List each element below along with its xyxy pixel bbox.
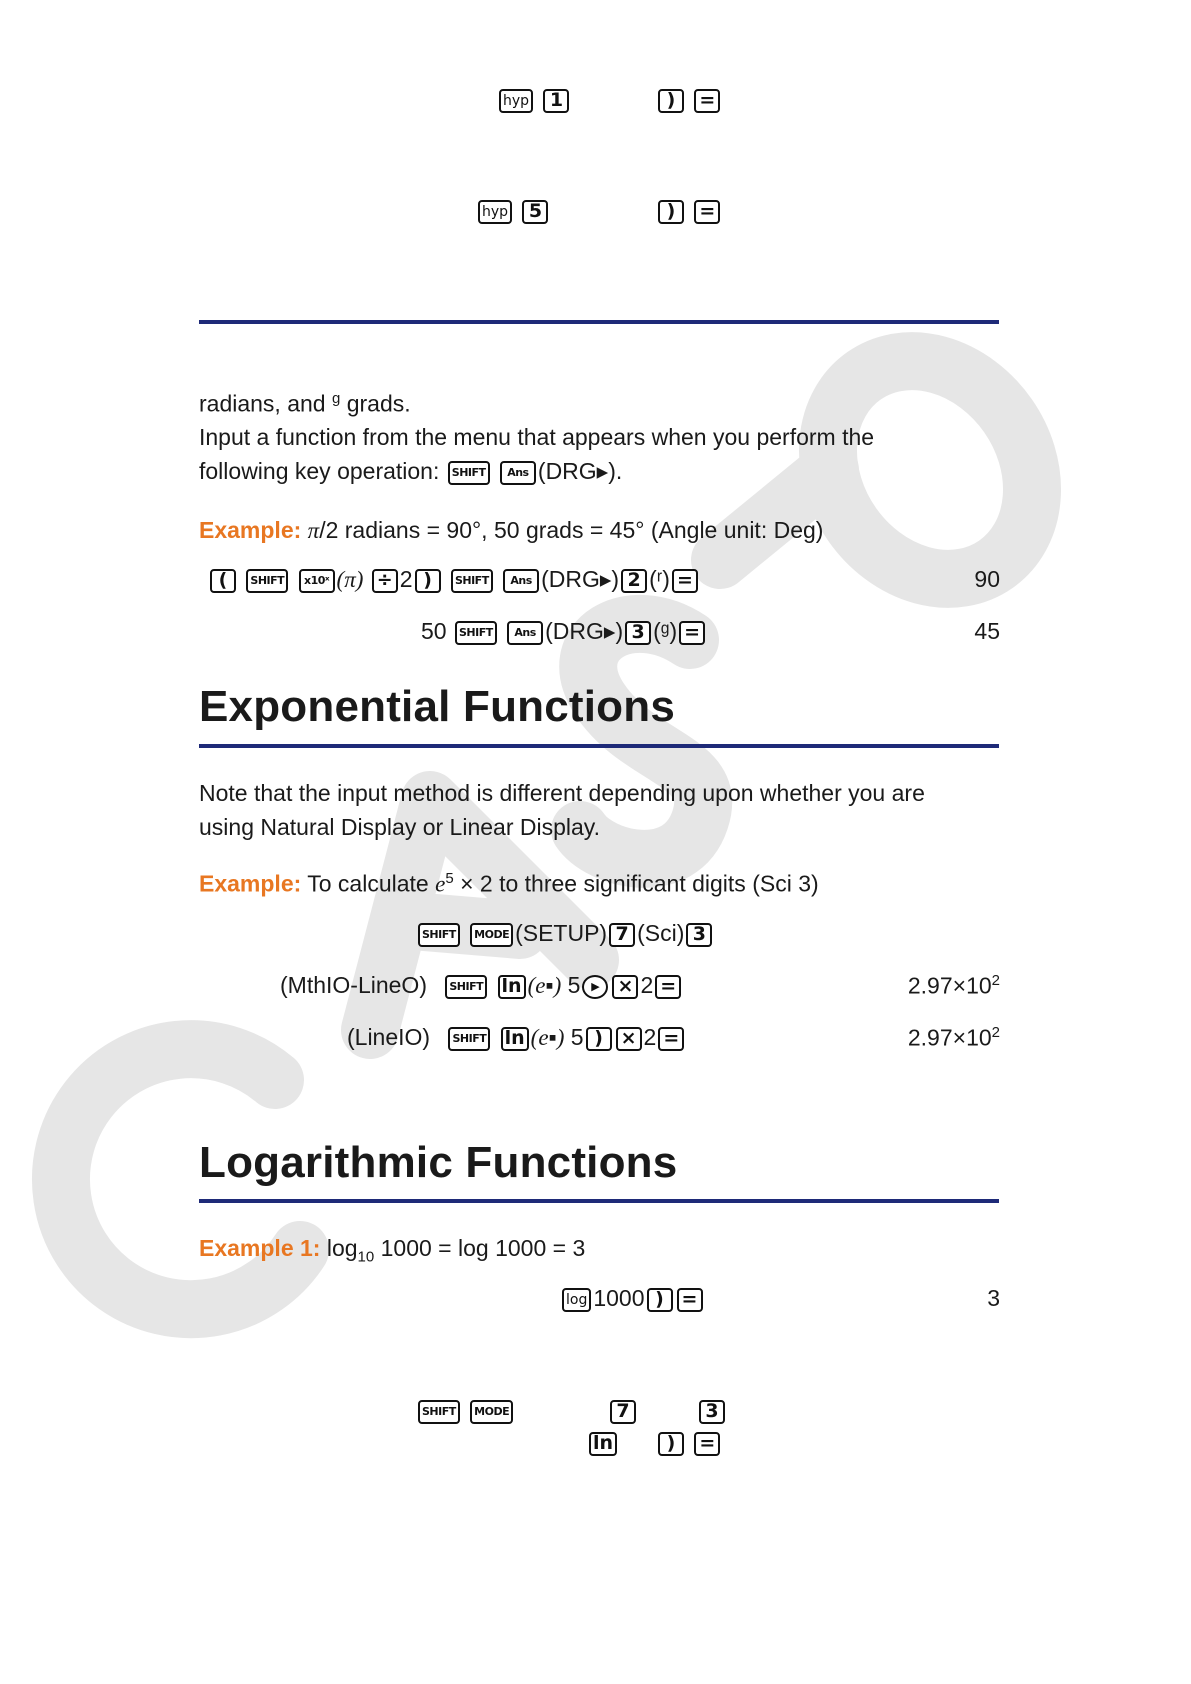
pi-symbol: π (307, 518, 320, 543)
digit-key: 2 (621, 569, 647, 593)
grad-label: (ᵍ) (653, 618, 678, 644)
ln-key: ln (501, 1027, 529, 1051)
example-label: Example: (199, 517, 302, 543)
log-keystroke-row-2 (416, 1397, 515, 1424)
result-90: 90 (974, 566, 1000, 592)
example-text: × 2 to three significant digits (Sci 3) (460, 870, 819, 897)
shift-key: SHIFT (451, 569, 493, 593)
value-1000: 1000 (593, 1285, 645, 1311)
angle-keystroke-row-1 (208, 566, 700, 593)
equals-key: = (658, 1027, 684, 1051)
digit-key: 5 (522, 200, 548, 224)
drg-label: (DRG▸) (541, 566, 620, 592)
ans-key: Ans (503, 569, 539, 593)
angle-text: radians, and (199, 390, 326, 417)
lineio-keystrokes (347, 1024, 686, 1051)
close-paren-key: ) (415, 569, 441, 593)
close-paren-key: ) (658, 200, 684, 224)
hyp-row-2 (476, 197, 550, 224)
example-text: To calculate (307, 870, 429, 897)
result-exponent: 2 (991, 972, 1000, 989)
shift-key: SHIFT (448, 461, 490, 485)
log-keystroke-row-1 (560, 1285, 705, 1312)
exponential-title: Exponential Functions (199, 682, 675, 731)
e-label: (e▪) (527, 973, 562, 998)
digit-key: 3 (699, 1400, 725, 1424)
digit-key: 1 (543, 89, 569, 113)
mode-key: MODE (470, 1400, 513, 1424)
equals-key: = (694, 89, 720, 113)
log-keystroke-row-2-c (697, 1397, 727, 1424)
pi-label: (π) (336, 567, 364, 592)
result-45: 45 (974, 618, 1000, 644)
hyp-row-1 (497, 86, 571, 113)
hyp-row-1-end (656, 86, 722, 113)
log-key: log (562, 1288, 591, 1312)
angle-line-2: Input a function from the menu that appears when you perform the (199, 424, 875, 450)
angle-text: grads. (346, 390, 411, 417)
log-keystroke-row-2-b (608, 1397, 638, 1424)
grad-symbol: g (331, 390, 341, 407)
ln-key: ln (589, 1432, 617, 1456)
result-value: 2.97×10 (907, 972, 992, 999)
right-arrow-key: ▶ (582, 975, 608, 999)
log-example (199, 1235, 585, 1266)
mode-label: (LineIO) (347, 1024, 431, 1050)
hyp-key: hyp (499, 89, 533, 113)
shift-key: SHIFT (455, 621, 497, 645)
ans-key: Ans (500, 461, 536, 485)
angle-line-3 (199, 458, 622, 485)
angle-line-1 (199, 390, 411, 418)
drg-label: (DRG▸) (545, 618, 624, 644)
drg-label: (DRG▸). (537, 458, 623, 484)
logarithmic-title: Logarithmic Functions (199, 1138, 678, 1187)
multiply-key: × (616, 1027, 642, 1051)
section-rule (199, 320, 999, 324)
x10-key: x10ˣ (299, 569, 335, 593)
multiply-key: × (612, 975, 638, 999)
mode-key: MODE (470, 923, 513, 947)
digit-key: 3 (625, 621, 651, 645)
digit-key: 7 (610, 1400, 636, 1424)
digit-key: 7 (609, 923, 635, 947)
value-50: 50 (421, 618, 447, 644)
shift-key: SHIFT (418, 1400, 460, 1424)
equals-key: = (694, 200, 720, 224)
hyp-row-2-end (656, 197, 722, 224)
setup-keystrokes (416, 920, 714, 947)
mode-label: (MthIO-LineO) (280, 972, 427, 998)
close-paren-key: ) (647, 1288, 673, 1312)
digit-two: 2 (640, 972, 654, 998)
hyp-key: hyp (478, 200, 512, 224)
lineio-result (800, 1024, 1000, 1052)
exp-example (199, 870, 819, 898)
example-text: /2 radians = 90°, 50 grads = 45° (Angle unit: Deg) (319, 517, 824, 543)
shift-key: SHIFT (448, 1027, 490, 1051)
close-paren-key: ) (586, 1027, 612, 1051)
example-label: Example: (199, 870, 302, 897)
exp-note-1: Note that the input method is different depending upon whether you are (199, 780, 925, 806)
angle-example (199, 517, 823, 544)
e-symbol: e (435, 871, 446, 897)
open-paren-key: ( (210, 569, 236, 593)
equals-key: = (655, 975, 681, 999)
digit-two: 2 (643, 1024, 657, 1050)
divide-key: ÷ (372, 569, 398, 593)
shift-key: SHIFT (445, 975, 487, 999)
log-keystroke-row-3 (587, 1429, 619, 1456)
angle-keystroke-row-2 (421, 618, 707, 645)
equals-key: = (677, 1288, 703, 1312)
log-base: 10 (357, 1248, 375, 1266)
shift-key: SHIFT (418, 923, 460, 947)
equals-key: = (672, 569, 698, 593)
section-rule (199, 1199, 999, 1203)
section-rule (199, 744, 999, 748)
log-text: log (326, 1235, 358, 1261)
equals-key: = (679, 621, 705, 645)
example-label: Example 1: (199, 1235, 321, 1261)
radian-label: (ʳ) (649, 566, 670, 592)
close-paren-key: ) (658, 1432, 684, 1456)
ln-key: ln (498, 975, 526, 999)
exponent: 5 (445, 870, 454, 887)
close-paren-key: ) (658, 89, 684, 113)
e-label: (e▪) (530, 1025, 565, 1050)
log-keystroke-row-3-b (656, 1429, 722, 1456)
ans-key: Ans (507, 621, 543, 645)
shift-key: SHIFT (246, 569, 288, 593)
digit-five: 5 (567, 972, 581, 998)
digit-key: 3 (686, 923, 712, 947)
angle-text: following key operation: (199, 458, 440, 484)
result-exponent: 2 (991, 1024, 1000, 1041)
result-value: 2.97×10 (907, 1024, 992, 1051)
equals-key: = (694, 1432, 720, 1456)
sci-label: (Sci) (637, 920, 685, 946)
result-3: 3 (987, 1285, 1000, 1311)
mthio-keystrokes (280, 972, 683, 999)
digit-five: 5 (570, 1024, 584, 1050)
mthio-result (800, 972, 1000, 1000)
setup-label: (SETUP) (515, 920, 608, 946)
exp-note-2: using Natural Display or Linear Display. (199, 814, 600, 840)
example-text: 1000 = log 1000 = 3 (380, 1235, 586, 1261)
digit-two: 2 (399, 566, 413, 592)
